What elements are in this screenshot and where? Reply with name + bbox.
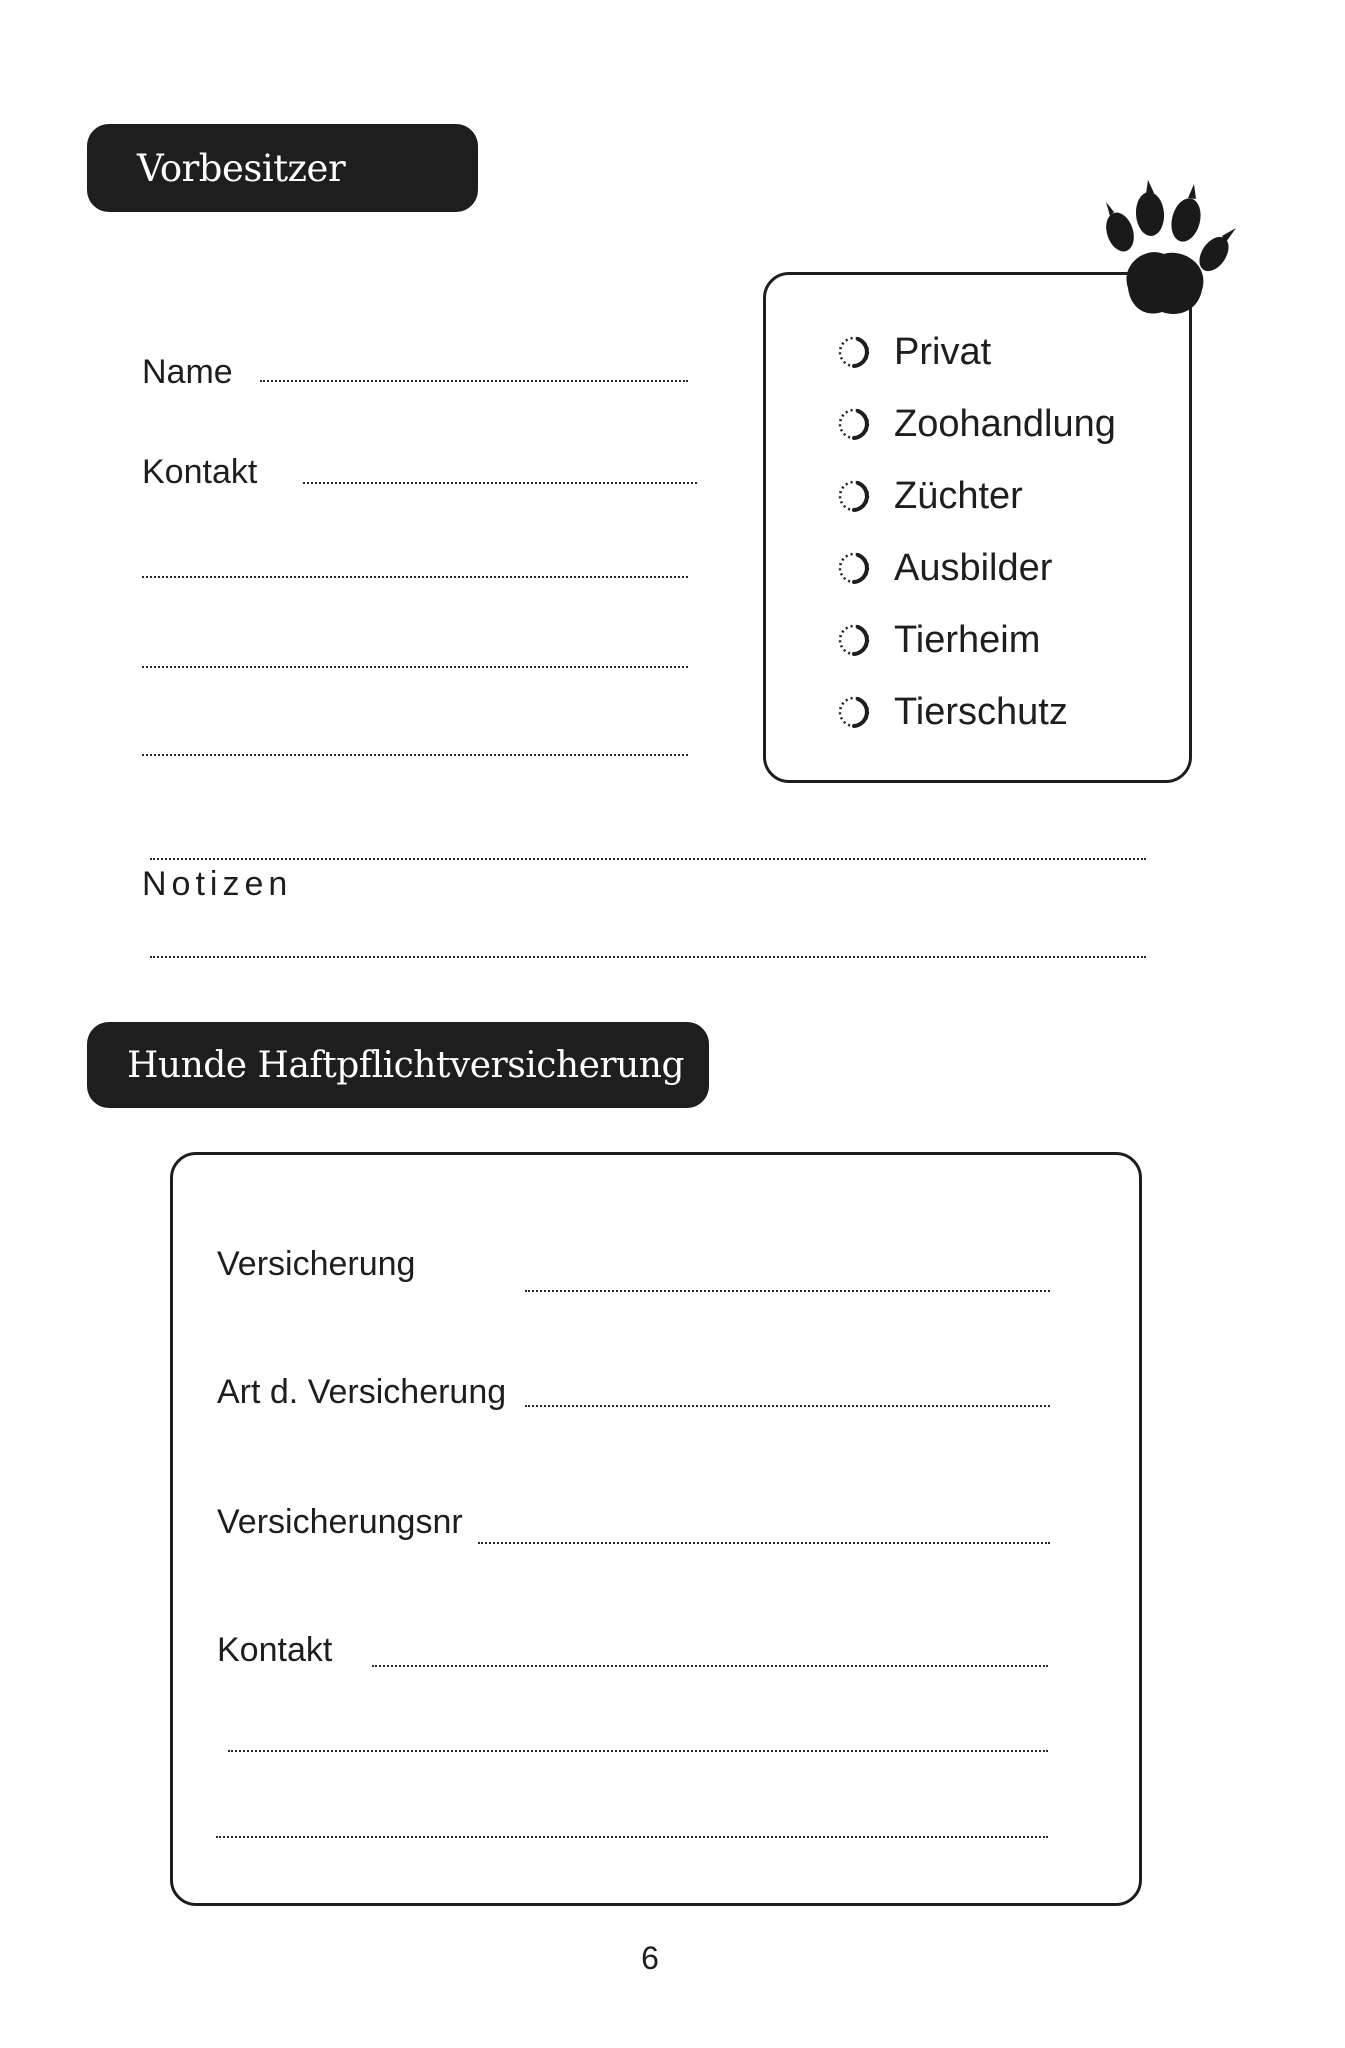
option-label: Züchter — [894, 475, 1023, 517]
option-zuechter[interactable] — [836, 474, 1023, 518]
option-label: Tierschutz — [894, 691, 1068, 733]
notes-line-1[interactable] — [150, 858, 1146, 860]
section-title-previous-owner: Vorbesitzer — [137, 146, 346, 190]
name-field[interactable] — [260, 380, 688, 382]
name-label: Name — [142, 353, 233, 391]
option-label: Privat — [894, 331, 992, 373]
dotted-circle-icon — [836, 478, 872, 514]
dotted-circle-icon — [836, 550, 872, 586]
section-header-insurance — [87, 1022, 709, 1108]
insurance-contact-label: Kontakt — [217, 1631, 333, 1669]
contact-line-4[interactable] — [142, 754, 688, 756]
insurance-contact-field[interactable] — [372, 1665, 1048, 1667]
section-header-previous-owner — [87, 124, 478, 212]
notes-line-2[interactable] — [150, 956, 1146, 958]
option-label: Tierheim — [894, 619, 1041, 661]
insurance-type-label: Art d. Versicherung — [217, 1373, 507, 1411]
paw-print-icon — [1098, 178, 1238, 328]
insurance-contact-line-2[interactable] — [228, 1750, 1048, 1752]
insurance-number-label: Versicherungsnr — [217, 1503, 463, 1541]
contact-line-3[interactable] — [142, 666, 688, 668]
option-label: Ausbilder — [894, 547, 1053, 589]
insurance-number-field[interactable] — [478, 1542, 1050, 1544]
dotted-circle-icon — [836, 406, 872, 442]
dotted-circle-icon — [836, 334, 872, 370]
option-tierschutz[interactable] — [836, 690, 1068, 734]
option-label: Zoohandlung — [894, 403, 1116, 445]
option-ausbilder[interactable] — [836, 546, 1052, 590]
insurance-type-field[interactable] — [525, 1405, 1050, 1407]
insurance-field[interactable] — [525, 1290, 1050, 1292]
option-zoohandlung[interactable] — [836, 402, 1116, 446]
dotted-circle-icon — [836, 694, 872, 730]
notes-label: Notizen — [142, 865, 293, 903]
option-tierheim[interactable] — [836, 618, 1040, 662]
page-number: 6 — [641, 1940, 659, 1976]
dotted-circle-icon — [836, 622, 872, 658]
section-title-insurance: Hunde Haftpflichtversicherung — [127, 1044, 685, 1086]
contact-field[interactable] — [303, 482, 697, 484]
contact-line-2[interactable] — [142, 576, 688, 578]
insurance-label: Versicherung — [217, 1245, 416, 1283]
option-privat[interactable] — [836, 330, 991, 374]
contact-label: Kontakt — [142, 453, 258, 491]
insurance-contact-line-3[interactable] — [216, 1836, 1048, 1838]
